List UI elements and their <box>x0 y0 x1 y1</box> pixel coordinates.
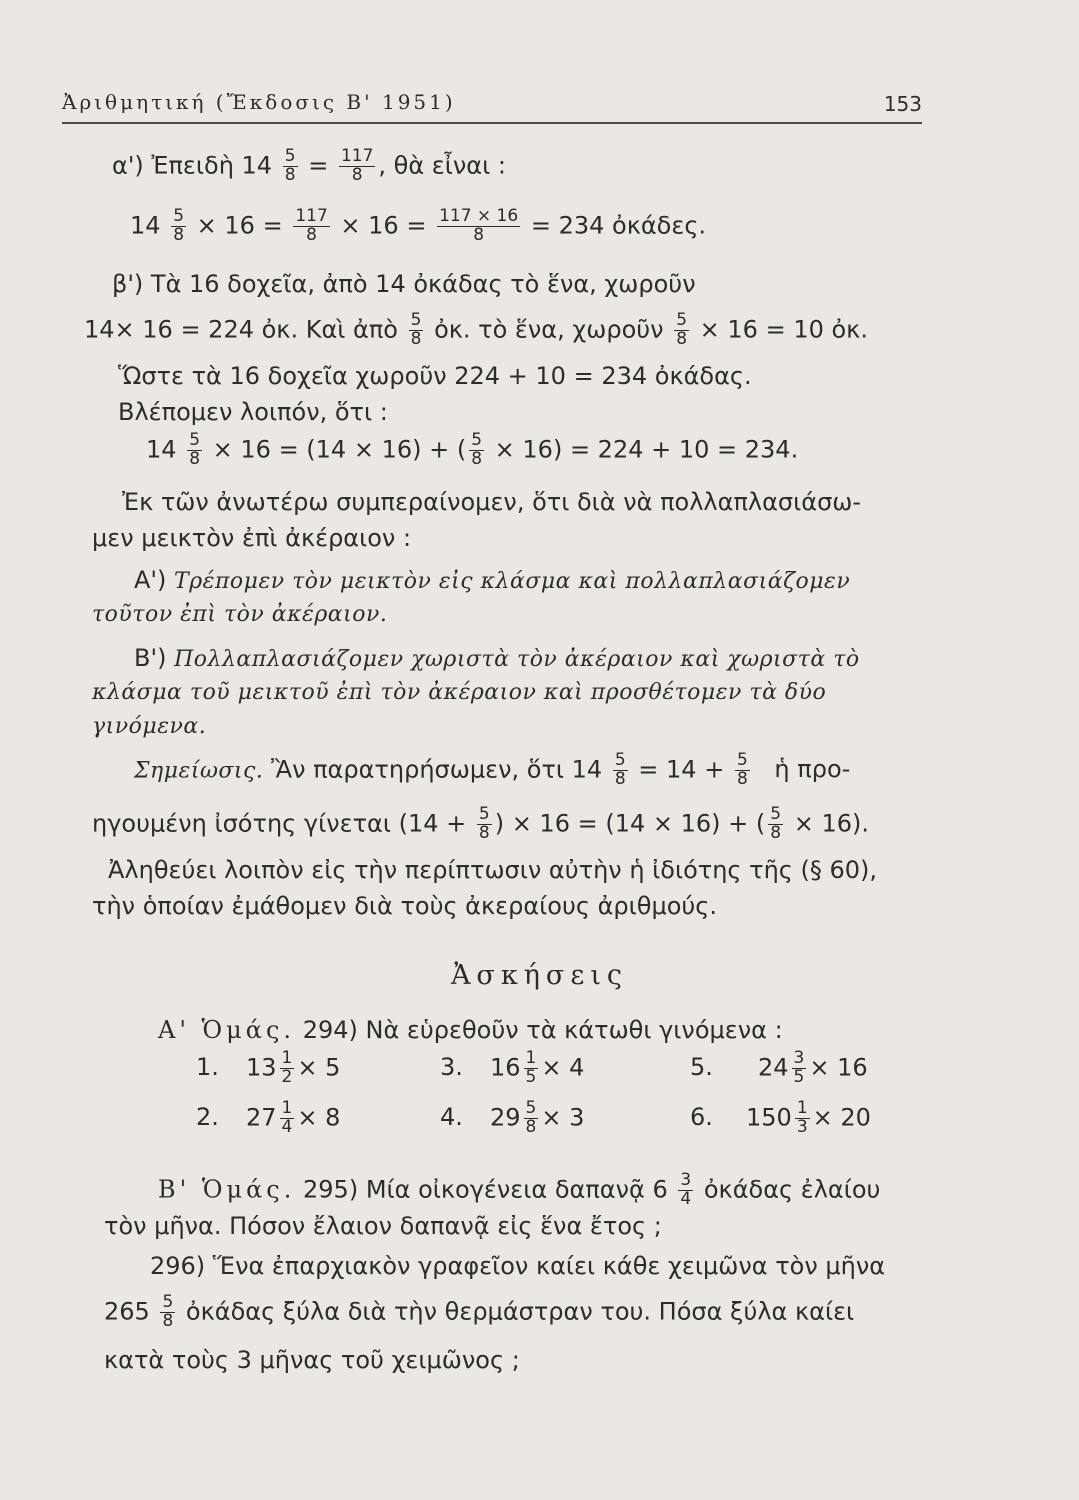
fraction <box>792 1050 807 1087</box>
group-a-line <box>158 1018 783 1042</box>
text: 3. <box>440 1053 463 1082</box>
fraction <box>437 208 520 245</box>
problem-296-line-1: 296) Ἕνα ἐπαρχιακὸν γραφεῖον καίει κάθε χειμῶνα τὸν μῆνα <box>150 1252 886 1280</box>
frac-den: 8 <box>351 164 363 185</box>
fraction <box>280 1050 295 1087</box>
frac-den: 8 <box>676 328 688 349</box>
text: × 4 <box>541 1053 585 1082</box>
exercise-item <box>690 1100 871 1137</box>
text: × 5 <box>297 1053 341 1082</box>
fraction <box>735 752 750 789</box>
identity-line <box>146 432 798 469</box>
text: Β' Ὁμάς. <box>158 1175 296 1204</box>
frac-num: 1 <box>281 1048 293 1068</box>
rule-b-line-3: γινόμενα. <box>92 714 207 739</box>
text: × 16) = 224 + 10 = 234. <box>494 435 799 464</box>
fraction <box>293 208 329 245</box>
text: 265 <box>104 1297 150 1326</box>
text: Ἂν παρατηρήσωμεν, ὅτι 14 <box>271 755 603 784</box>
frac-num: 1 <box>281 1098 293 1118</box>
frac-den: 3 <box>796 1116 808 1137</box>
text: × 16 = <box>196 211 283 240</box>
problem-295-line-1 <box>158 1172 880 1209</box>
text: 14× 16 = 224 ὀκ. Καὶ ἀπὸ <box>84 315 398 344</box>
text: ὀκ. τὸ ἕνα, χωροῦν <box>434 315 664 344</box>
frac-num: 3 <box>680 1170 692 1190</box>
fraction <box>280 1100 295 1137</box>
frac-den: 5 <box>793 1066 805 1087</box>
text: = 14 + <box>638 755 725 784</box>
text: = <box>308 151 329 180</box>
fraction <box>409 312 424 349</box>
problem-296-line-2 <box>104 1294 854 1331</box>
text: ὀκάδας ἐλαίου <box>703 1175 881 1204</box>
frac-num: 3 <box>793 1048 805 1068</box>
text: ) × 16 = (14 × 16) + ( <box>494 809 766 838</box>
problem-295-line-2: τὸν μῆνα. Πόσον ἔλαιον δαπανᾷ εἰς ἕνα ἔτος ; <box>104 1212 662 1240</box>
frac-num: 1 <box>796 1098 808 1118</box>
text: × 3 <box>541 1103 585 1132</box>
fraction <box>187 432 202 469</box>
text: ηγουμένη ἰσότης γίνεται (14 + <box>92 809 467 838</box>
frac-num: 5 <box>614 750 626 770</box>
frac-num: 5 <box>478 804 490 824</box>
fraction <box>469 432 484 469</box>
text: 6. <box>690 1103 713 1132</box>
text: Α') <box>134 566 167 594</box>
beta-line-3: Ὥστε τὰ 16 δοχεῖα χωροῦν 224 + 10 = 234 ὀκάδας. <box>118 362 752 390</box>
text: ὀκάδας ξύλα διὰ τὴν θερμάστραν του. Πόσα ξύλα καίει <box>185 1297 855 1326</box>
exercise-item <box>440 1100 584 1137</box>
fraction <box>171 208 186 245</box>
frac-num: 5 <box>770 804 782 824</box>
text: 5. <box>690 1053 713 1082</box>
fraction <box>283 148 298 185</box>
frac-den: 2 <box>281 1066 293 1087</box>
text: 14 <box>146 435 177 464</box>
text: 150 <box>746 1103 792 1132</box>
frac-den: 5 <box>525 1066 537 1087</box>
conclusion-line-1: Ἐκ τῶν ἀνωτέρω συμπεραίνομεν, ὅτι διὰ νὰ πολλαπλασιάσω- <box>122 488 862 516</box>
fraction <box>613 752 628 789</box>
beta-line-2 <box>84 312 868 349</box>
fraction <box>160 1294 175 1331</box>
frac-den: 8 <box>525 1116 537 1137</box>
text: α') Ἐπειδὴ 14 <box>112 151 273 180</box>
exercises-heading: Ἀσκήσεις <box>450 960 629 991</box>
rule-b-line-1 <box>134 646 860 671</box>
frac-num: 5 <box>676 310 688 330</box>
frac-den: 8 <box>306 224 317 245</box>
frac-den: 4 <box>680 1188 692 1209</box>
frac-num: 5 <box>189 430 201 450</box>
rule-b-line-2: κλάσμα τοῦ μεικτοῦ ἐπὶ τὸν ἀκέραιον καὶ προσθέτομεν τὰ δύο <box>92 680 827 705</box>
text: Β') <box>134 644 167 672</box>
text: 4. <box>440 1103 463 1132</box>
text: × 8 <box>297 1103 341 1132</box>
fraction <box>339 148 375 185</box>
fraction <box>477 806 492 843</box>
text: 24 <box>758 1053 789 1082</box>
note-line-3: Ἀληθεύει λοιπὸν εἰς τὴν περίπτωσιν αὐτὴν ἡ ἰδιότης τῆς (§ 60), <box>108 856 878 884</box>
page-header <box>62 88 922 124</box>
text: Πολλαπλασιάζομεν χωριστὰ τὸν ἀκέραιον καὶ χωριστὰ τὸ <box>174 647 860 672</box>
frac-num: 117 <box>340 146 374 166</box>
text: 13 <box>246 1053 277 1082</box>
frac-den: 8 <box>478 822 490 843</box>
text: × 16). <box>793 809 869 838</box>
fraction <box>678 1172 693 1209</box>
text: × 16 = (14 × 16) + ( <box>212 435 467 464</box>
rule-a-line-1 <box>134 568 850 593</box>
text: × 20 <box>812 1103 871 1132</box>
frac-num: 5 <box>736 750 748 770</box>
text: 1. <box>196 1053 219 1082</box>
frac-num: 5 <box>284 146 296 166</box>
frac-den: 8 <box>410 328 422 349</box>
frac-den: 8 <box>284 164 296 185</box>
exercise-item <box>690 1050 868 1087</box>
text: Α' Ὁμάς. <box>158 1016 296 1044</box>
text: 2. <box>196 1103 219 1132</box>
frac-den: 8 <box>614 768 626 789</box>
page-number: 153 <box>883 92 922 116</box>
note-line-4: τὴν ὁποίαν ἐμάθομεν διὰ τοὺς ἀκεραίους ἀριθμούς. <box>92 892 717 920</box>
frac-num: 117 <box>295 206 328 226</box>
multiplication-line <box>130 208 706 245</box>
frac-num: 1 <box>525 1048 537 1068</box>
text: × 16 = <box>340 211 427 240</box>
text: Τρέπομεν τὸν μεικτὸν εἰς κλάσμα καὶ πολλαπλασιάζομεν <box>174 569 851 594</box>
text: 294) Νὰ εὑρεθοῦν τὰ κάτωθι γινόμενα : <box>302 1016 783 1044</box>
problem-296-line-3: κατὰ τοὺς 3 μῆνας τοῦ χειμῶνος ; <box>104 1346 520 1374</box>
frac-den: 8 <box>471 448 483 469</box>
beta-line-4: Βλέπομεν λοιπόν, ὅτι : <box>118 398 388 426</box>
fraction <box>795 1100 810 1137</box>
frac-den: 8 <box>770 822 782 843</box>
frac-num: 117 × 16 <box>439 206 519 226</box>
text: ἡ προ- <box>774 755 851 784</box>
frac-num: 5 <box>410 310 422 330</box>
text: 29 <box>490 1103 521 1132</box>
exercise-item <box>196 1100 340 1137</box>
frac-den: 8 <box>162 1310 174 1331</box>
frac-num: 5 <box>525 1098 537 1118</box>
frac-num: 5 <box>173 206 185 226</box>
fraction <box>524 1100 539 1137</box>
frac-num: 5 <box>162 1292 174 1312</box>
frac-den: 8 <box>736 768 748 789</box>
rule-a-line-2: τοῦτον ἐπὶ τὸν ἀκέραιον. <box>92 602 388 627</box>
beta-line-1: β') Τὰ 16 δοχεῖα, ἀπὸ 14 ὀκάδας τὸ ἕνα, χωροῦν <box>112 270 696 298</box>
alpha-line <box>112 148 506 185</box>
frac-den: 8 <box>173 224 185 245</box>
frac-num: 5 <box>471 430 483 450</box>
note-line-2 <box>92 806 869 843</box>
frac-den: 8 <box>473 224 485 245</box>
text: 16 <box>490 1053 521 1082</box>
running-title: Ἀριθμητική (Ἔκδοσις Β' 1951) <box>62 90 456 114</box>
text: 295) Μία οἰκογένεια δαπανᾷ 6 <box>303 1175 668 1204</box>
text: 14 <box>130 211 161 240</box>
frac-den: 4 <box>281 1116 293 1137</box>
text: Σημείωσις. <box>134 758 264 784</box>
text: = 234 ὀκάδες. <box>530 211 707 240</box>
text: × 16 <box>809 1053 868 1082</box>
conclusion-line-2: μεν μεικτὸν ἐπὶ ἀκέραιον : <box>92 524 412 552</box>
exercise-item <box>440 1050 584 1087</box>
fraction <box>674 312 689 349</box>
text: × 16 = 10 ὀκ. <box>699 315 868 344</box>
fraction <box>768 806 783 843</box>
note-line-1 <box>134 752 850 789</box>
text: 27 <box>246 1103 277 1132</box>
exercise-item <box>196 1050 340 1087</box>
frac-den: 8 <box>189 448 201 469</box>
fraction <box>524 1050 539 1087</box>
text: , θὰ εἶναι : <box>378 151 506 180</box>
